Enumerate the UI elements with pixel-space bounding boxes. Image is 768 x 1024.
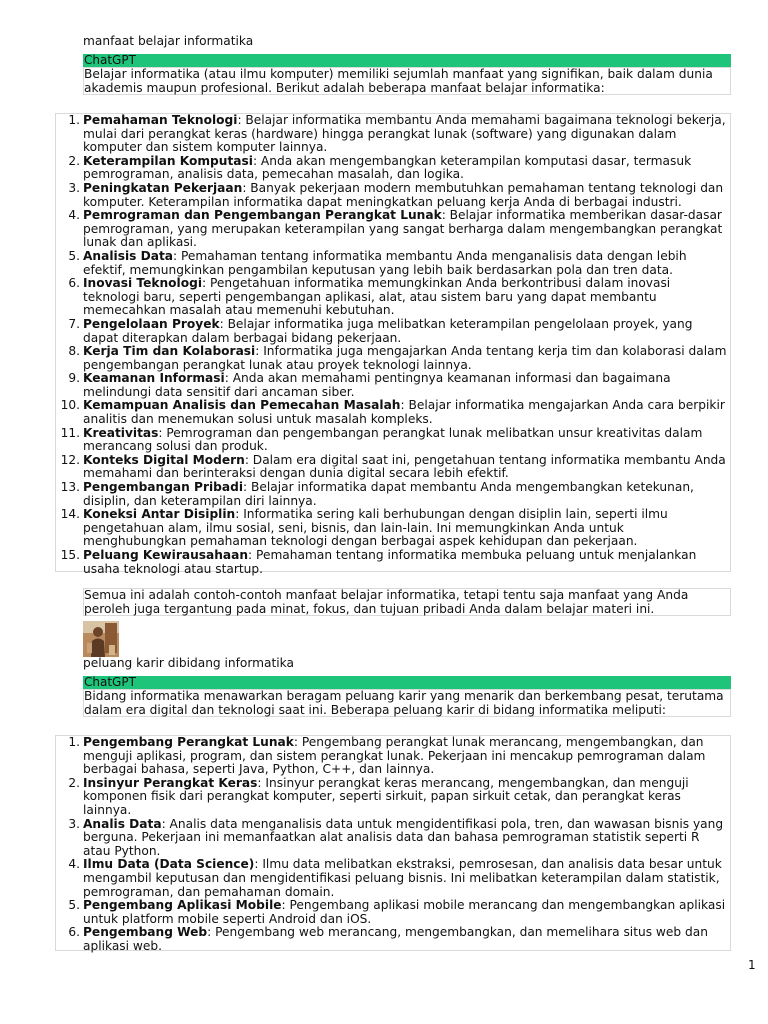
- list-item-text: : Belajar informatika juga melibatkan keterampilan pengelolaan proyek, yang dapat diterapkan dalam berbagai bidang pekerjaan.: [83, 316, 693, 345]
- list-item: [56, 777, 730, 818]
- list-item-number: 2.: [68, 153, 80, 168]
- list-item-title: Pengembang Web: [83, 925, 208, 940]
- list-item-text: : Belajar informatika memberikan dasar-dasar pemrograman, yang merupakan keterampilan yang sangat berharga dalam mengembangkan perangkat lunak dan aplikasi.: [83, 208, 723, 250]
- list-item-number: 6.: [68, 276, 80, 291]
- list-item-title: Peluang Kewirausahaan: [83, 548, 249, 562]
- list-item-text: : Pengembang web merancang, mengembangkan, dan memelihara situs web dan aplikasi web.: [83, 925, 708, 953]
- list-item-text: : Pemrograman dan pengembangan perangkat lunak melibatkan unsur kreativitas dalam merancang solusi dan produk.: [83, 425, 703, 454]
- intro-2-text: Bidang informatika menawarkan beragam peluang karir yang menarik dan berkembang pesat, terutama dalam era digital dan teknologi saat ini. Beberapa peluang karir di bidang informatika meliputi:: [84, 689, 724, 717]
- list-item-number: 3.: [68, 180, 80, 195]
- list-item-text: : Pemahaman tentang informatika membuka peluang untuk menjalankan usaha teknologi atau startup.: [83, 548, 697, 576]
- list-item-title: Keamanan Informasi: [83, 371, 225, 386]
- user-prompt-2: peluang karir dibidang informatika: [83, 656, 294, 670]
- user-avatar-photo: [83, 621, 119, 657]
- list-item: [56, 549, 730, 576]
- list-item-number: 10.: [60, 398, 80, 413]
- list-item-title: Pemahaman Teknologi: [83, 113, 238, 127]
- list-item-title: Inovasi Teknologi: [83, 276, 202, 291]
- list-item: [56, 372, 730, 399]
- list-item: [56, 736, 730, 777]
- list-item-text: : Anda akan memahami pentingnya keamanan informasi dan bagaimana melindungi data sensitif dari ancaman siber.: [83, 371, 671, 399]
- list-item: [56, 250, 730, 277]
- list-item: [56, 277, 730, 318]
- list-item: [56, 155, 730, 182]
- list-item: [56, 182, 730, 209]
- closing-1-box: [83, 588, 731, 616]
- list-item-number: 1.: [68, 735, 80, 749]
- assistant-label-1: ChatGPT: [83, 54, 731, 67]
- user-prompt-1: manfaat belajar informatika: [83, 34, 254, 48]
- list-item-title: Pengembang Aplikasi Mobile: [83, 898, 282, 913]
- list-item-title: Koneksi Antar Disiplin: [83, 507, 236, 522]
- intro-2-box: [83, 689, 731, 717]
- list-item-text: : Informatika juga mengajarkan Anda tentang kerja tim dan kolaborasi dalam pengembangan perangkat lunak atau proyek teknologi lainnya.: [83, 344, 727, 372]
- list-item-title: Kerja Tim dan Kolaborasi: [83, 344, 256, 359]
- benefits-list: [56, 114, 730, 576]
- list-item-text: : Ilmu data melibatkan ekstraksi, pemrosesan, dan analisis data besar untuk mengambil keputusan dan mengidentifikasi peluang bisnis. Ini melibatkan keterampilan dalam statistik, pemrograman, dan pemahaman domain.: [83, 857, 722, 899]
- list-item-title: Konteks Digital Modern: [83, 452, 245, 467]
- list-item: [56, 427, 730, 454]
- list-item-number: 8.: [68, 344, 80, 359]
- list-item: [56, 454, 730, 481]
- intro-1-box: [83, 67, 731, 95]
- list-item-title: Ilmu Data (Data Science): [83, 857, 255, 872]
- list-item: [56, 508, 730, 549]
- list-item-number: 2.: [68, 775, 80, 790]
- list-item-title: Analisis Data: [83, 248, 174, 263]
- user-avatar: [83, 621, 119, 657]
- list-item-text: : Pengetahuan informatika memungkinkan Anda berkontribusi dalam inovasi teknologi baru, seperti pengembangan aplikasi, alat, atau sistem baru yang dapat membantu memecahkan masalah atau memenuhi kebutuhan.: [83, 276, 671, 318]
- list-item-title: Keterampilan Komputasi: [83, 153, 253, 168]
- benefits-list-box: [55, 113, 731, 576]
- list-item-number: 7.: [68, 316, 80, 331]
- list-item-text: : Pengembang perangkat lunak merancang, mengembangkan, dan menguji aplikasi, program, dan sistem perangkat lunak. Pekerjaan ini mencakup pemrograman dalam berbagai bahasa, seperti Java, Python, C++, dan lainnya.: [83, 735, 706, 777]
- list-item: [56, 858, 730, 899]
- list-item-title: Kemampuan Analisis dan Pemecahan Masalah: [83, 398, 401, 413]
- list-item-number: 1.: [68, 113, 80, 127]
- closing-1-text: Semua ini adalah contoh-contoh manfaat belajar informatika, tetapi tentu saja manfaat yang Anda peroleh juga tergantung pada minat, fokus, dan tujuan pribadi Anda dalam belajar materi ini.: [84, 588, 689, 616]
- list-item-title: Analis Data: [83, 816, 162, 831]
- list-item-text: : Insinyur perangkat keras merancang, mengembangkan, dan menguji komponen fisik dari perangkat komputer, seperti sirkuit, papan sirkuit cetak, dan perangkat keras lainnya.: [83, 775, 689, 817]
- list-item-title: Pengelolaan Proyek: [83, 316, 220, 331]
- list-item-text: : Pemahaman tentang informatika membantu Anda menganalisis data dengan lebih efektif, memungkinkan pengambilan keputusan yang lebih baik berdasarkan pola dan tren data.: [83, 248, 687, 277]
- list-item-number: 9.: [68, 371, 80, 386]
- intro-1-text: Belajar informatika (atau ilmu komputer) memiliki sejumlah manfaat yang signifikan, baik dalam dunia akademis maupun profesional. Berikut adalah beberapa manfaat belajar informatika:: [84, 67, 713, 95]
- career-list-box: [55, 735, 731, 951]
- list-item: [56, 345, 730, 372]
- assistant-label-2: ChatGPT: [83, 676, 731, 689]
- list-item-number: 13.: [60, 480, 80, 495]
- list-item-title: Kreativitas: [83, 425, 159, 440]
- list-item-title: Pengembangan Pribadi: [83, 480, 244, 495]
- list-item-number: 3.: [68, 816, 80, 831]
- list-item-title: Peningkatan Pekerjaan: [83, 180, 243, 195]
- list-item-number: 14.: [60, 507, 80, 522]
- list-item-number: 5.: [68, 898, 80, 913]
- list-item: [56, 114, 730, 155]
- list-item-text: : Informatika sering kali berhubungan dengan disiplin lain, seperti ilmu pengetahuan alam, ilmu sosial, seni, bisnis, dan lain-lain. Ini memungkinkan Anda untuk menghubungkan pemahaman teknologi dengan berbagai aspek kehidupan dan pekerjaan.: [83, 507, 668, 549]
- list-item-number: 11.: [60, 425, 80, 440]
- list-item-text: : Belajar informatika membantu Anda memahami bagaimana teknologi bekerja, mulai dari perangkat keras (hardware) hingga perangkat lunak (software) yang digunakan dalam komputer dan sistem komputer lainnya.: [83, 113, 726, 155]
- list-item-text: : Analis data menganalisis data untuk mengidentifikasi pola, tren, dan wawasan bisnis yang berguna. Pekerjaan ini memanfaatkan alat analisis data dan bahasa pemrograman statistik seperti R atau Python.: [83, 816, 724, 858]
- list-item: [56, 481, 730, 508]
- list-item-text: : Belajar informatika mengajarkan Anda cara berpikir analitis dan menemukan solusi untuk masalah kompleks.: [83, 398, 725, 427]
- list-item-text: : Anda akan mengembangkan keterampilan komputasi dasar, termasuk pemrograman, analisis data, pemecahan masalah, dan logika.: [83, 153, 692, 182]
- list-item-number: 15.: [60, 548, 80, 562]
- list-item-text: : Banyak pekerjaan modern membutuhkan pemahaman tentang teknologi dan komputer. Keterampilan informatika dapat meningkatkan peluang kerja Anda di berbagai industri.: [83, 180, 724, 209]
- list-item-number: 12.: [60, 452, 80, 467]
- list-item: [56, 318, 730, 345]
- list-item: [56, 209, 730, 250]
- list-item-text: : Belajar informatika dapat membantu Anda mengembangkan ketekunan, disiplin, dan keterampilan diri lainnya.: [83, 480, 694, 508]
- page-number: 1: [748, 958, 756, 972]
- list-item-number: 6.: [68, 925, 80, 940]
- list-item: [56, 399, 730, 426]
- list-item: [56, 818, 730, 859]
- list-item: [56, 926, 730, 953]
- list-item-number: 4.: [68, 208, 80, 223]
- list-item: [56, 899, 730, 926]
- list-item-text: : Dalam era digital saat ini, pengetahuan tentang informatika membantu Anda memahami dan berinteraksi dengan dunia digital secara lebih efektif.: [83, 452, 726, 481]
- list-item-title: Pemrograman dan Pengembangan Perangkat Lunak: [83, 208, 442, 223]
- list-item-text: : Pengembang aplikasi mobile merancang dan mengembangkan aplikasi untuk platform mobile seperti Android dan iOS.: [83, 898, 726, 926]
- list-item-number: 4.: [68, 857, 80, 872]
- career-list: [56, 736, 730, 954]
- list-item-title: Insinyur Perangkat Keras: [83, 775, 258, 790]
- list-item-number: 5.: [68, 248, 80, 263]
- list-item-title: Pengembang Perangkat Lunak: [83, 735, 294, 749]
